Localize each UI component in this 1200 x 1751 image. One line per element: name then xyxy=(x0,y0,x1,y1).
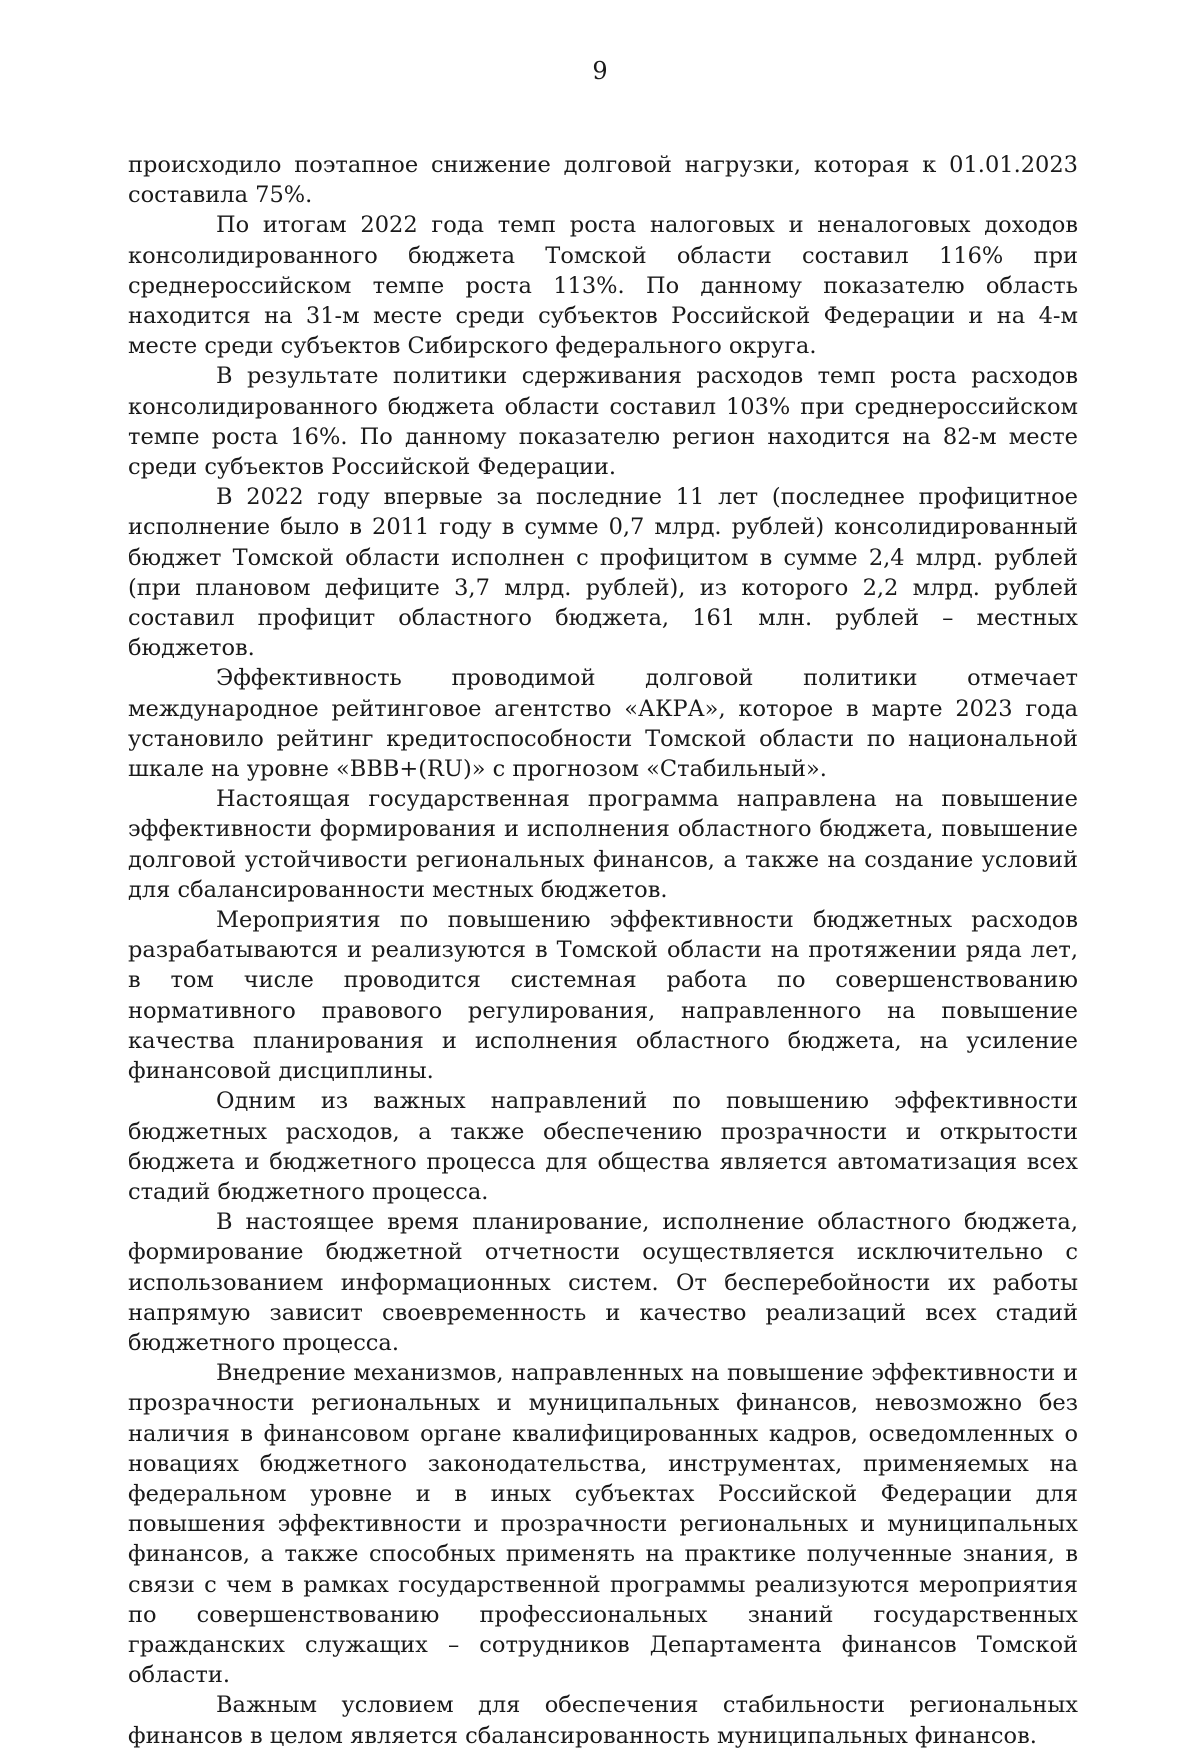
paragraph-2: По итогам 2022 года темп роста налоговых и неналоговых доходов консолидированного бюджета Томской области составил 116% при среднероссийском темпе роста 113%. По данному показателю область находится на 31-м месте среди субъектов Российской Федерации и на 4-м месте среди субъектов Сибирского федерального округа. xyxy=(128,212,1078,360)
paragraph-3: В результате политики сдерживания расходов темп роста расходов консолидированного бюджета области составил 103% при среднероссийском темпе роста 16%. По данному показателю регион находится на 82-м месте среди субъектов Российской Федерации. xyxy=(128,363,1078,481)
paragraph-7: Мероприятия по повышению эффективности бюджетных расходов разрабатываются и реализуются в Томской области на протяжении ряда лет, в том числе проводится системная работа по совершенствованию нормативного правового регулирования, направленного на повышение качества планирования и исполнения областного бюджета, на усиление финансовой дисциплины. xyxy=(128,907,1078,1085)
page-number: 9 xyxy=(592,57,608,85)
paragraph-5: Эффективность проводимой долговой политики отмечает международное рейтинговое агентство «АКРА», которое в марте 2023 года установило рейтинг кредитоспособности Томской области по национальной шкале на уровне «BBB+(RU)» с прогнозом «Стабильный». xyxy=(128,665,1078,783)
paragraph-8: Одним из важных направлений по повышению эффективности бюджетных расходов, а также обеспечению прозрачности и открытости бюджета и бюджетного процесса для общества является автоматизация всех стадий бюджетного процесса. xyxy=(128,1088,1078,1205)
paragraph-1: происходило поэтапное снижение долговой нагрузки, которая к 01.01.2023 составила 75%. xyxy=(128,152,1078,209)
document-body xyxy=(128,150,1078,1751)
paragraph-10: Внедрение механизмов, направленных на повышение эффективности и прозрачности региональных и муниципальных финансов, невозможно без наличия в финансовом органе квалифицированных кадров, осведомленных о новациях бюджетного законодательства, инструментах, применяемых на федеральном уровне и в иных субъектах Российской Федерации для повышения эффективности и прозрачности региональных и муниципальных финансов, а также способных применять на практике полученные знания, в связи с чем в рамках государственной программы реализуются мероприятия по совершенствованию профессиональных знаний государственных гражданских служащих – сотрудников Департамента финансов Томской области. xyxy=(128,1360,1078,1689)
paragraph-11: Важным условием для обеспечения стабильности региональных финансов в целом является сбалансированность муниципальных финансов. xyxy=(128,1692,1078,1749)
paragraph-6: Настоящая государственная программа направлена на повышение эффективности формирования и исполнения областного бюджета, повышение долговой устойчивости региональных финансов, а также на создание условий для сбалансированности местных бюджетов. xyxy=(128,786,1078,903)
paragraph-4: В 2022 году впервые за последние 11 лет (последнее профицитное исполнение было в 2011 году в сумме 0,7 млрд. рублей) консолидированный бюджет Томской области исполнен с профицитом в сумме 2,4 млрд. рублей (при плановом дефиците 3,7 млрд. рублей), из которого 2,2 млрд. рублей составил профицит областного бюджета, 161 млн. рублей – местных бюджетов. xyxy=(128,484,1078,662)
paragraph-9: В настоящее время планирование, исполнение областного бюджета, формирование бюджетной отчетности осуществляется исключительно с использованием информационных систем. От бесперебойности их работы напрямую зависит своевременность и качество реализаций всех стадий бюджетного процесса. xyxy=(128,1209,1078,1356)
